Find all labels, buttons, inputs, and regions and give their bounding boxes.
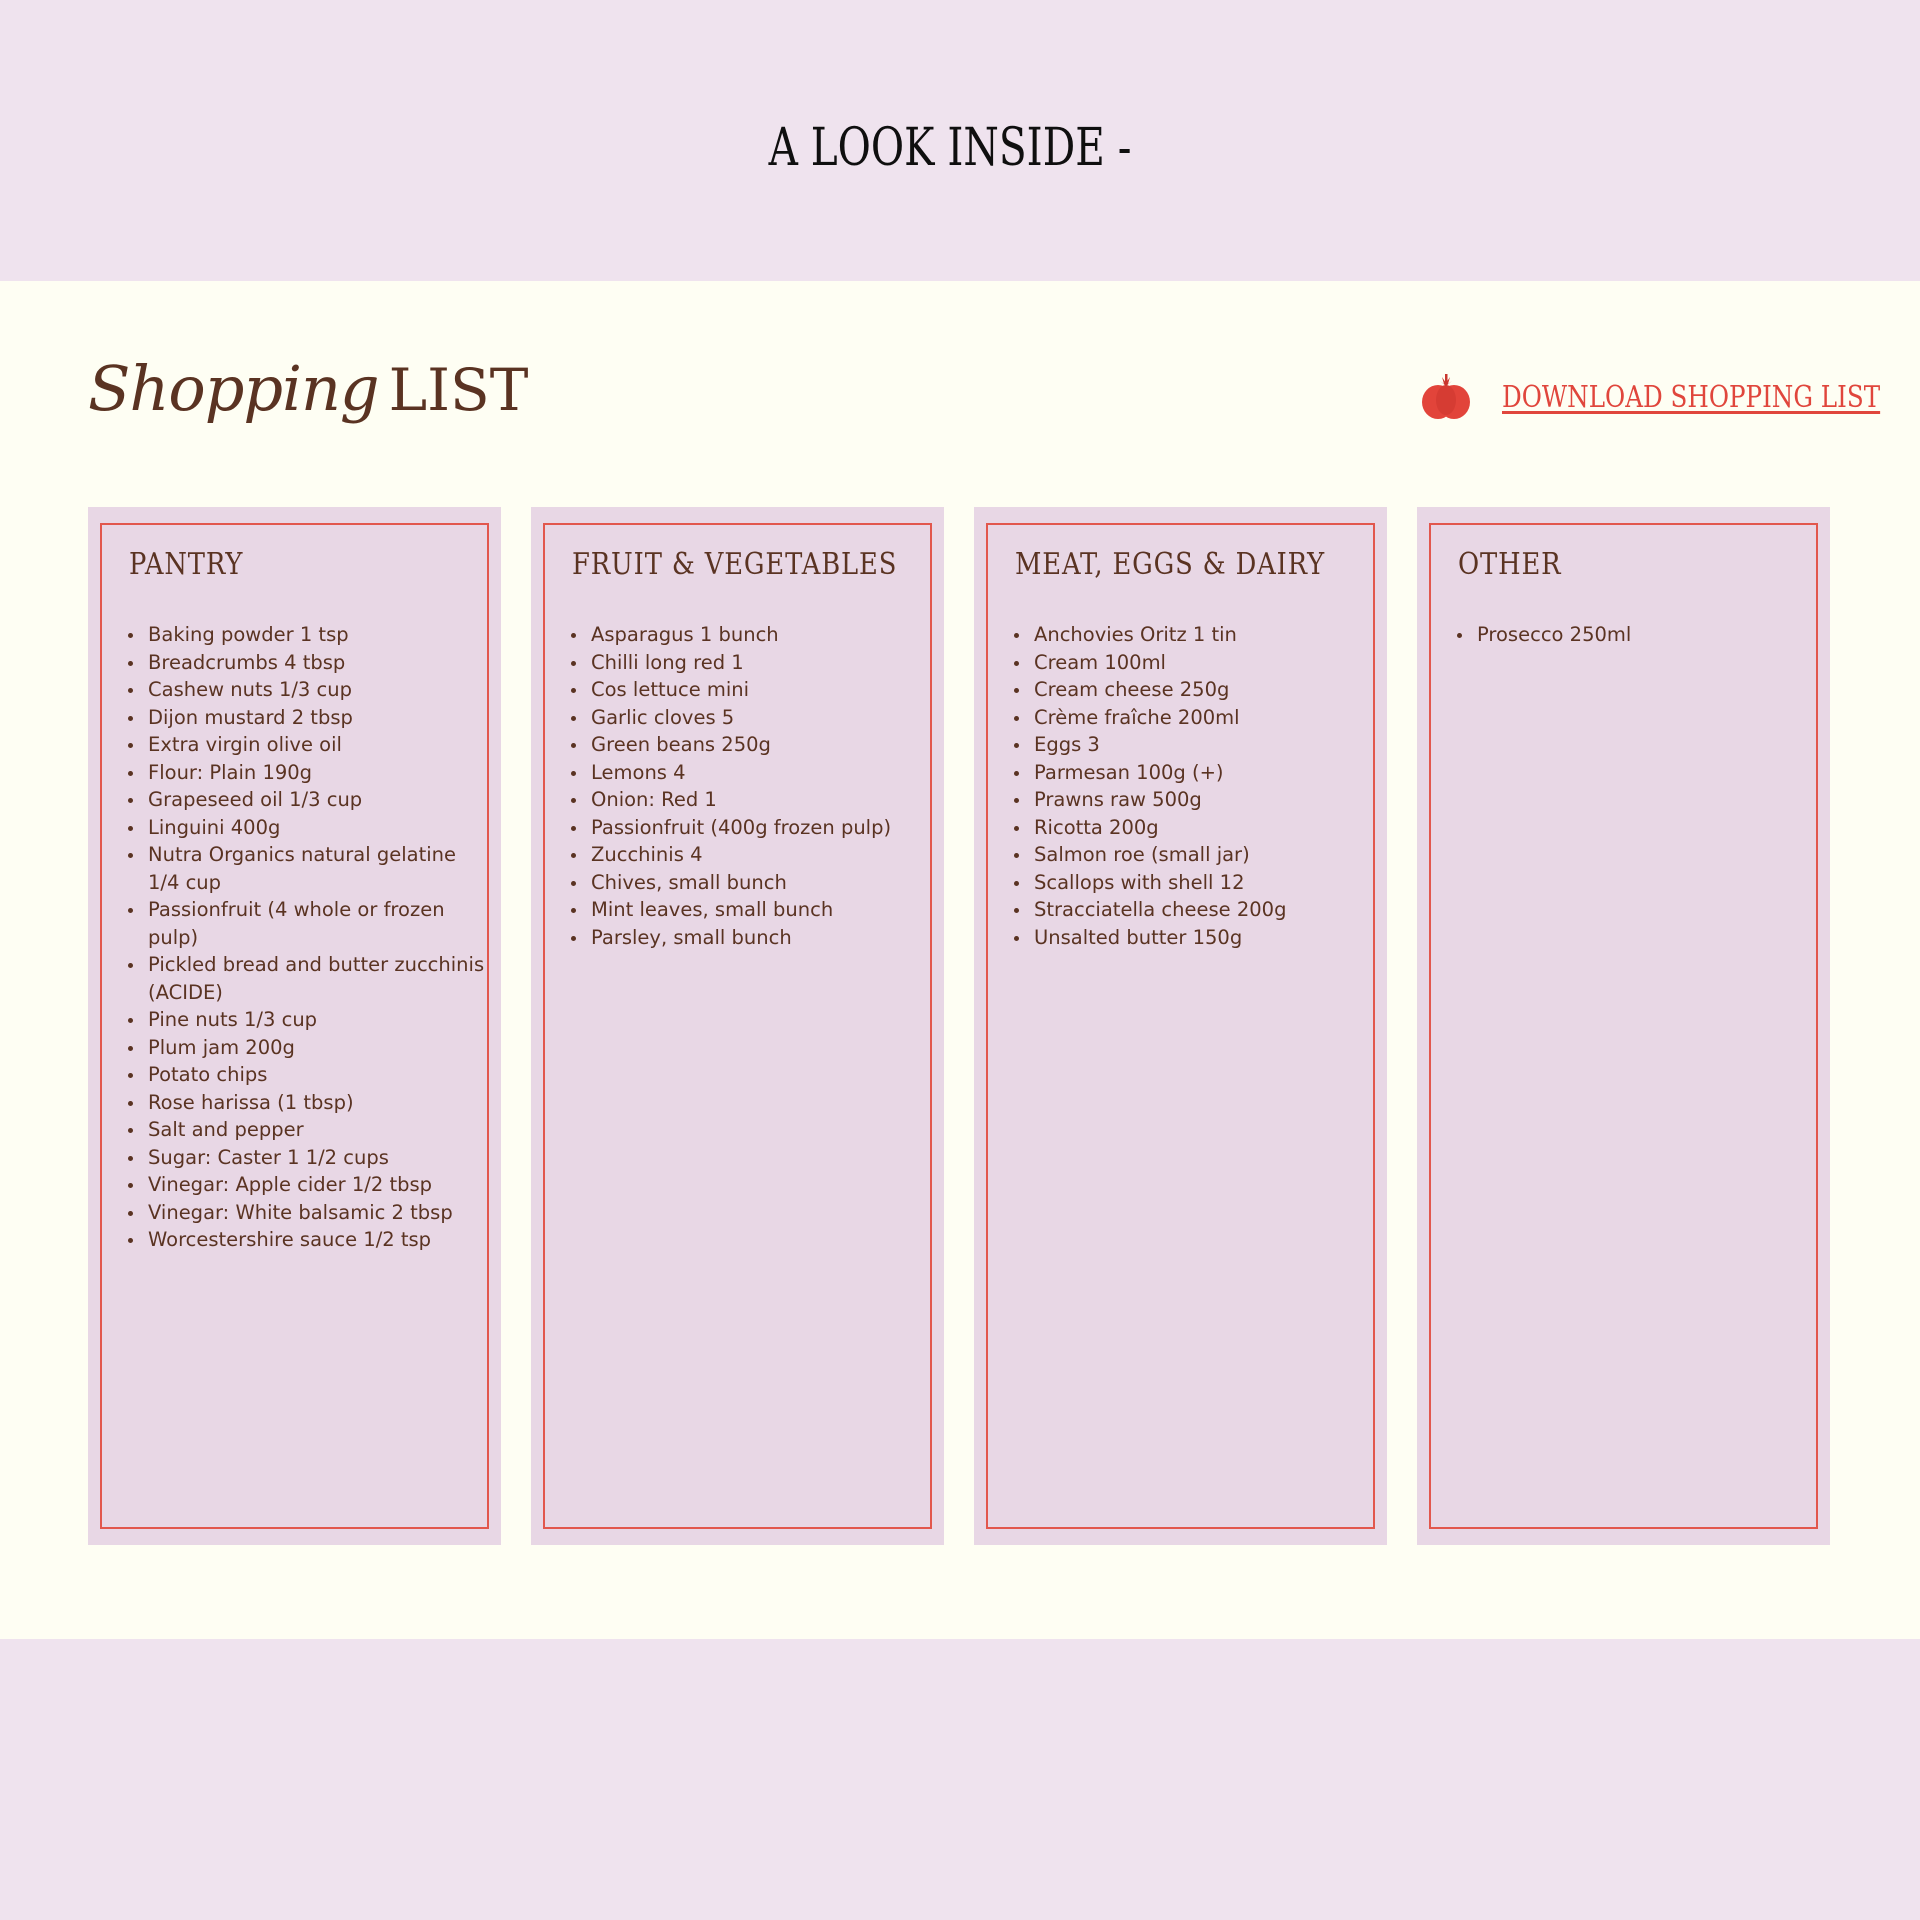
list-item: Parsley, small bunch xyxy=(591,924,931,952)
column-pantry xyxy=(88,507,501,1545)
list-item: Grapeseed oil 1/3 cup xyxy=(148,786,488,814)
download-shopping-list-link[interactable] xyxy=(1420,372,1920,422)
list-item: Breadcrumbs 4 tbsp xyxy=(148,649,488,677)
list-item: Chilli long red 1 xyxy=(591,649,931,677)
column-title-other: OTHER xyxy=(1458,547,1562,582)
list-item: Cos lettuce mini xyxy=(591,676,931,704)
bottom-band xyxy=(0,1639,1920,1920)
meat-eggs-dairy-list xyxy=(1010,621,1374,951)
list-item: Extra virgin olive oil xyxy=(148,731,488,759)
list-item: Sugar: Caster 1 1/2 cups xyxy=(148,1144,488,1172)
list-item: Crème fraîche 200ml xyxy=(1034,704,1374,732)
shopping-columns xyxy=(88,507,1832,1545)
list-item: Chives, small bunch xyxy=(591,869,931,897)
shopping-list-title-script: Shopping xyxy=(88,352,379,425)
list-item: Salt and pepper xyxy=(148,1116,488,1144)
list-item: Passionfruit (400g frozen pulp) xyxy=(591,814,931,842)
list-item: Garlic cloves 5 xyxy=(591,704,931,732)
list-item: Cashew nuts 1/3 cup xyxy=(148,676,488,704)
list-item: Asparagus 1 bunch xyxy=(591,621,931,649)
shopping-list-title-caps: LIST xyxy=(388,356,529,424)
column-title-pantry: PANTRY xyxy=(129,547,244,582)
list-item: Cream cheese 250g xyxy=(1034,676,1374,704)
column-title-fruit-vegetables: FRUIT & VEGETABLES xyxy=(572,547,898,582)
list-item: Unsalted butter 150g xyxy=(1034,924,1374,952)
list-item: Vinegar: White balsamic 2 tbsp xyxy=(148,1199,488,1227)
list-item: Vinegar: Apple cider 1/2 tbsp xyxy=(148,1171,488,1199)
list-item: Prosecco 250ml xyxy=(1477,621,1817,649)
list-item: Mint leaves, small bunch xyxy=(591,896,931,924)
pantry-list xyxy=(124,621,488,1254)
list-item: Salmon roe (small jar) xyxy=(1034,841,1374,869)
list-item: Plum jam 200g xyxy=(148,1034,488,1062)
list-item: Ricotta 200g xyxy=(1034,814,1374,842)
column-frame xyxy=(1429,523,1818,1529)
fruit-vegetables-list xyxy=(567,621,931,951)
column-fruit-vegetables xyxy=(531,507,944,1545)
list-item: Pine nuts 1/3 cup xyxy=(148,1006,488,1034)
page-heading: A LOOK INSIDE - xyxy=(768,118,1132,178)
list-item: Zucchinis 4 xyxy=(591,841,931,869)
list-item: Dijon mustard 2 tbsp xyxy=(148,704,488,732)
shopping-list-title xyxy=(88,352,528,425)
top-band xyxy=(0,0,1920,281)
tomato-icon xyxy=(1420,372,1472,422)
list-item: Onion: Red 1 xyxy=(591,786,931,814)
list-item: Potato chips xyxy=(148,1061,488,1089)
download-shopping-list-label[interactable]: DOWNLOAD SHOPPING LIST xyxy=(1502,379,1881,415)
column-other xyxy=(1417,507,1830,1545)
list-item: Flour: Plain 190g xyxy=(148,759,488,787)
list-item: Passionfruit (4 whole or frozen pulp) xyxy=(148,896,488,951)
list-item: Scallops with shell 12 xyxy=(1034,869,1374,897)
list-item: Cream 100ml xyxy=(1034,649,1374,677)
list-item: Prawns raw 500g xyxy=(1034,786,1374,814)
other-list xyxy=(1453,621,1817,649)
list-item: Rose harissa (1 tbsp) xyxy=(148,1089,488,1117)
list-item: Eggs 3 xyxy=(1034,731,1374,759)
list-item: Lemons 4 xyxy=(591,759,931,787)
list-item: Stracciatella cheese 200g xyxy=(1034,896,1374,924)
column-title-meat-eggs-dairy: MEAT, EGGS & DAIRY xyxy=(1015,547,1326,582)
list-item: Anchovies Oritz 1 tin xyxy=(1034,621,1374,649)
list-item: Parmesan 100g (+) xyxy=(1034,759,1374,787)
column-meat-eggs-dairy xyxy=(974,507,1387,1545)
list-item: Linguini 400g xyxy=(148,814,488,842)
list-item: Green beans 250g xyxy=(591,731,931,759)
list-item: Pickled bread and butter zucchinis (ACIDE) xyxy=(148,951,488,1006)
list-item: Baking powder 1 tsp xyxy=(148,621,488,649)
list-item: Worcestershire sauce 1/2 tsp xyxy=(148,1226,488,1254)
list-item: Nutra Organics natural gelatine 1/4 cup xyxy=(148,841,488,896)
